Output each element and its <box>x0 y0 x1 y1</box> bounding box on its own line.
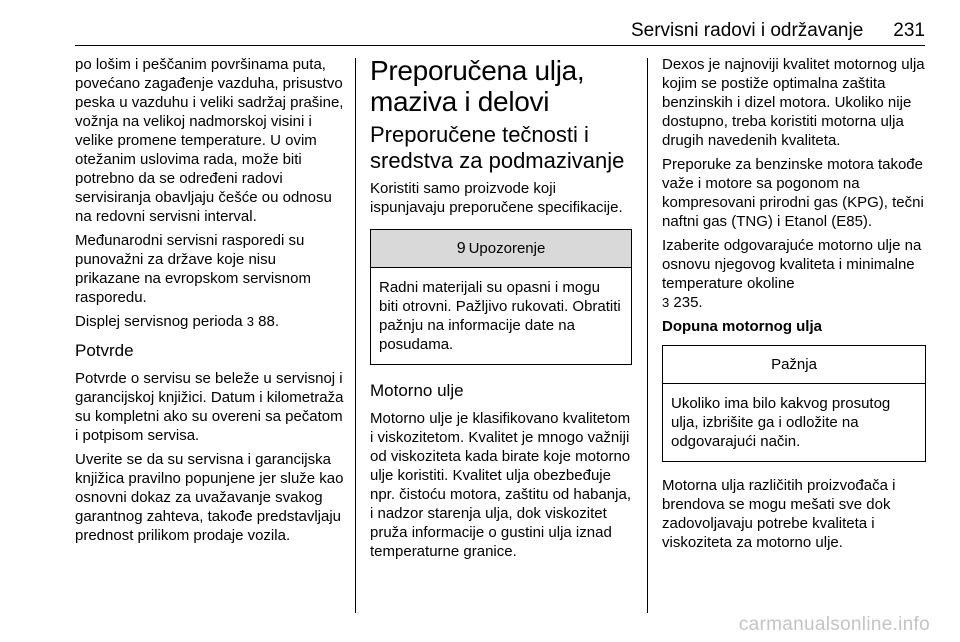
mixing-oils-paragraph: Motorna ulja različitih proizvođača i brendova se mogu mešati sve dok zadovoljavaju potrebe kvaliteta i viskoziteta za motorno ulje. <box>662 477 896 551</box>
dexos-paragraph: Dexos je najnoviji kvalitet motornog ulja kojim se postiže optimalna zaštita benzinskih i dizel motora. Ukoliko nije dostupno, treba koristiti motorna ulja drugih navedenih kvaliteta. <box>662 56 925 149</box>
service-display-reference: Displej servisnog perioda 3 88. <box>75 313 280 330</box>
column-middle <box>370 55 632 566</box>
warning-text: Radni materijali su opasni i mogu biti otrovni. Pažljivo rukovati. Obratiti pažnju na informacije date na posudama. <box>379 279 621 353</box>
international-schedule-paragraph: Međunarodni servisni rasporedi su punovažni za države koje nisu prikazane na evropskom servisnom rasporedu. <box>75 232 311 306</box>
watermark: carmanualsonline.info <box>738 614 930 635</box>
warning-title: Upozorenje <box>468 240 546 257</box>
notice-title: Pažnja <box>771 356 817 373</box>
chapter-title: Servisni radovi i održavanje <box>630 20 864 41</box>
page-ref-link[interactable]: 235. <box>673 294 703 311</box>
confirmations-paragraph: Potvrde o servisu se beleže u servisnoj i garancijskoj knjižici. Datum i kilometraža su kompletni ako su overeni sa pečatom i potpisom servisa. <box>75 370 344 444</box>
section-heading: Preporučena ulja, maziva i delovi <box>370 55 585 117</box>
notice-text: Ukoliko ima bilo kakvog prosutog ulja, izbrišite ga i odložite na odgovarajući način. <box>671 395 891 450</box>
page-ref-icon: 3 <box>662 295 670 310</box>
page-ref-link[interactable]: 88. <box>258 313 280 330</box>
warning-box <box>370 229 632 365</box>
page-ref-icon: 3 <box>246 314 254 329</box>
engine-oil-heading: Motorno ulje <box>370 381 464 400</box>
gas-engines-paragraph: Preporuke za benzinske motora takođe važe i motore sa pogonom na kompresovani prirodni gas (KPG), tečni naftni gas (TNG) i Etanol (E85). <box>662 156 924 230</box>
column-divider-left <box>355 58 356 613</box>
notice-box-header <box>663 346 925 384</box>
page-number: 231 <box>893 20 925 41</box>
warning-box-header <box>371 230 631 268</box>
page-header <box>631 10 925 42</box>
column-divider-right <box>647 58 648 613</box>
intro-paragraph: Koristiti samo proizvode koji ispunjavaju preporučene specifikacije. <box>370 180 623 216</box>
notice-box <box>662 345 926 462</box>
column-left <box>75 55 345 550</box>
column-right <box>662 55 926 557</box>
engine-oil-paragraph: Motorno ulje je klasifikovano kvalitetom i viskozitetom. Kvalitet je mnogo važniji od viskoziteta kada birate koje motorno ulje koristiti. Kvalitet ulja obezbeđuje npr. čistoću motora, zaštitu od habanja, i nadzor starenja ulja, dok viskozitet pruža informacije o gustini ulja iznad temperaturne granice. <box>370 410 631 560</box>
select-oil-reference: Izaberite odgovarajuće motorno ulje na osnovu njegovog kvaliteta i minimalne temperature okoline 3 235. <box>662 237 922 311</box>
subsection-heading: Preporučene tečnosti i sredstva za podmazivanje <box>370 122 625 173</box>
booklet-paragraph: Uverite se da su servisna i garancijska knjižica pravilno popunjene jer služe kao osnovni dokaz za uvažavanje svakog garantnog zahteva, takođe predstavljaju prednost prilikom prodaje vozila. <box>75 451 344 544</box>
header-rule <box>75 45 925 46</box>
maintenance-conditions-paragraph: po lošim i peščanim površinama puta, povećano zagađenje vazduha, prisustvo peska u vazduhu i veliki sadržaj prašine, vožnja na velikoj nadmorskoj visini i velike promene temperature. U ovim otežanim uslovima rada, može biti potrebno da se određeni radovi servisiranja obavljaju češće ou odnosu na redovni servisni interval. <box>75 56 344 225</box>
warning-triangle-icon: 9 <box>456 239 466 257</box>
confirmations-heading: Potvrde <box>75 341 134 360</box>
topup-heading: Dopuna motornog ulja <box>662 318 822 335</box>
